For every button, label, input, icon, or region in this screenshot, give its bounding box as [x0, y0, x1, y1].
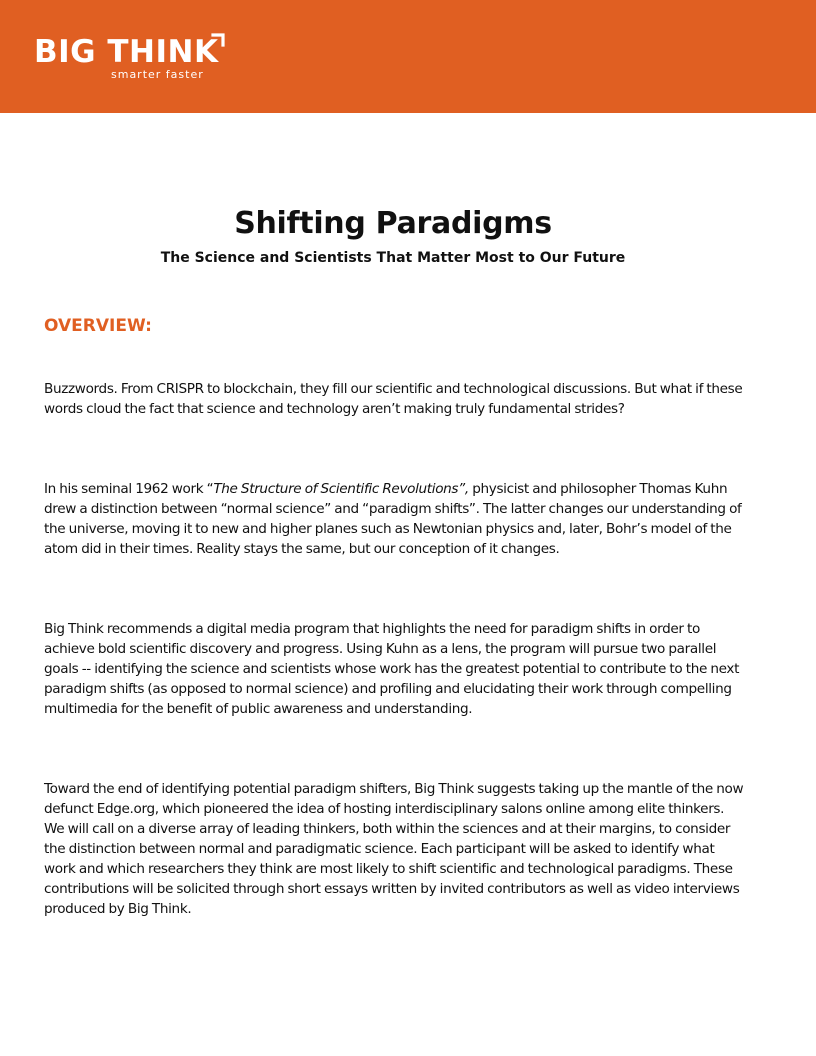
paragraph-kuhn-body: physicist and philosopher Thomas Kuhn drew a distinction between “normal science” and “paradigm shifts”. The latter changes our understanding of the universe, moving it to new and higher planes such as Newtonian physics and, later, Bohr’s model of the atom did in their times. Reality stays the same, but our conception of it changes.	[44, 481, 742, 557]
page-title: Shifting Paradigms	[234, 206, 552, 241]
book-title: The Structure of Scientific Revolutions”,	[213, 481, 469, 497]
big-think-logo[interactable]	[34, 30, 234, 84]
paragraph-edge: Toward the end of identifying potential paradigm shifters, Big Think suggests taking up the mantle of the now defunct Edge.org, which pioneered the idea of hosting interdisciplinary salons online among elite thinkers. We will call on a diverse array of leading thinkers, both within the sciences and at their margins, to consider the distinction between normal and paradigmatic science. Each participant will be asked to identify what work and which researchers they think are most likely to shift scientific and technological paradigms. These contributions will be solicited through short essays written by invited contributors as well as video interviews produced by Big Think.	[44, 781, 744, 917]
paragraph-kuhn	[44, 479, 744, 559]
paragraph-buzzwords: Buzzwords. From CRISPR to blockchain, they fill our scientific and technological discussions. But what if these words cloud the fact that science and technology aren’t making truly fundamental strides?	[44, 381, 743, 417]
section-heading-overview: OVERVIEW:	[44, 316, 152, 336]
page-subtitle: The Science and Scientists That Matter Most to Our Future	[160, 250, 626, 266]
logo-tagline: smarter faster	[111, 68, 204, 81]
header-band	[0, 0, 816, 113]
paragraph-program: Big Think recommends a digital media program that highlights the need for paradigm shifts in order to achieve bold scientific discovery and progress. Using Kuhn as a lens, the program will pursue two parallel goals -- identifying the science and scientists whose work has the greatest potential to contribute to the next paradigm shifts (as opposed to normal science) and profiling and elucidating their work through compelling multimedia for the benefit of public awareness and understanding.	[44, 621, 740, 717]
logo-wordmark: BIG THINK	[34, 34, 219, 70]
arrow-up-right-icon	[210, 32, 226, 48]
paragraph-kuhn-intro: In his seminal 1962 work “	[44, 481, 214, 497]
